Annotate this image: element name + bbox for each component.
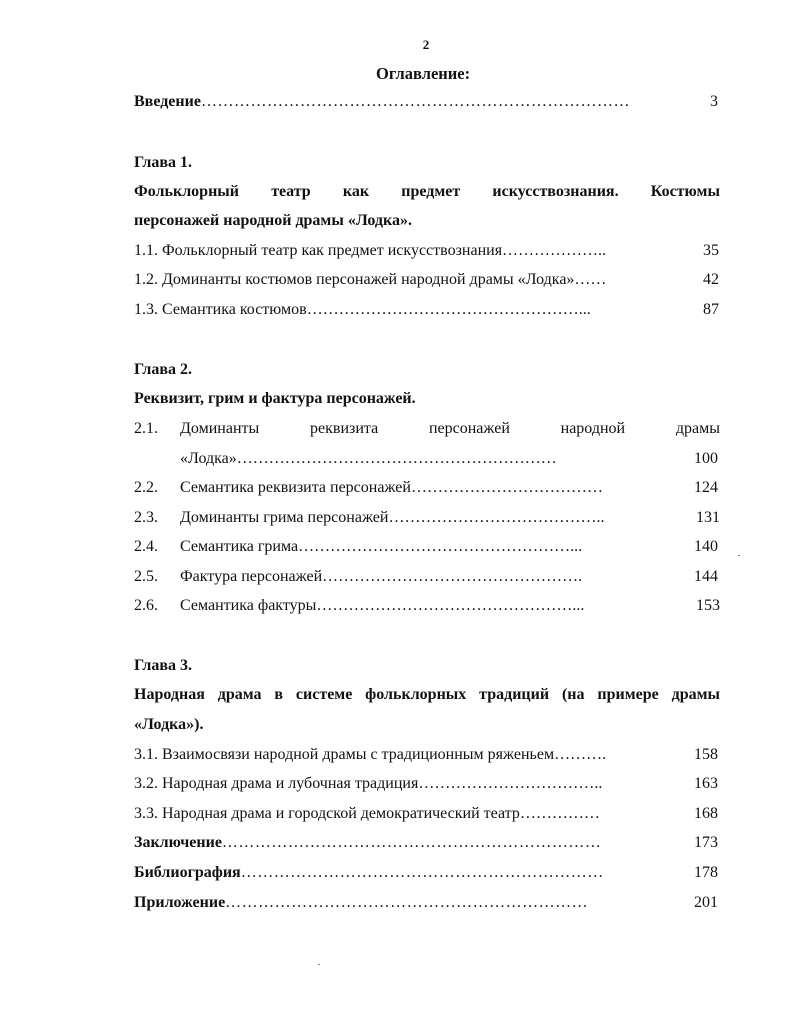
toc-entry-label: Приложение [134, 894, 226, 911]
toc-entry-conclusion [134, 832, 601, 854]
page-number: 2 [422, 37, 430, 52]
title-word: традиций [479, 686, 550, 703]
toc-page-number: 35 [703, 242, 719, 259]
toc-entry-label: Заключение [134, 834, 222, 851]
toc-entry-label: Библиография [134, 864, 241, 881]
scan-speck [738, 555, 740, 556]
toc-entry-number: 2.2. [134, 479, 158, 496]
toc-entry-appendix [134, 892, 588, 914]
toc-entry-3-3: 3.3. Народная драма и городской демократический театр…………… [134, 805, 600, 822]
toc-entry-2-4: Семантика грима……………………………………………... [180, 538, 583, 555]
toc-entry-bibliography [134, 862, 604, 884]
toc-entry-2-1-line2: «Лодка»…………………………………………………… [180, 450, 557, 467]
toc-entry-number: 2.5. [134, 568, 158, 585]
title-word: примере [597, 686, 659, 703]
toc-entry-number: 2.4. [134, 538, 158, 555]
toc-page-number: 131 [696, 509, 720, 526]
title-word: драмы [671, 686, 720, 703]
toc-page-number: 124 [694, 479, 718, 496]
dot-leader: ………………………………………………………… [225, 894, 589, 911]
toc-page-number: 173 [694, 834, 718, 851]
toc-entry-1-2: 1.2. Доминанты костюмов персонажей народной драмы «Лодка»…… [134, 271, 607, 288]
dot-leader: …………………………………………………………… [221, 834, 602, 851]
toc-entry-1-3: 1.3. Семантика костюмов……………………………………………... [134, 301, 591, 318]
toc-page-number: 87 [703, 301, 719, 318]
title-word: как [342, 183, 370, 200]
title-word: (на [561, 686, 585, 703]
toc-page-number: 140 [694, 538, 718, 555]
chapter-2-heading: Глава 2. [134, 361, 192, 378]
title-word: фольклорных [365, 686, 467, 703]
title-word: в [274, 686, 284, 703]
dot-leader: …………………………………………………………………… [200, 93, 630, 110]
entry-word: драмы [675, 420, 720, 437]
toc-page-number: 42 [703, 271, 719, 288]
title-word: предмет [401, 183, 461, 200]
chapter-3-title-line1 [134, 684, 720, 706]
toc-page-number: 144 [694, 568, 718, 585]
toc-entry-number: 2.3. [134, 509, 158, 526]
chapter-3-heading: Глава 3. [134, 657, 192, 674]
chapter-1-heading: Глава 1. [134, 154, 192, 171]
toc-page-number: 168 [694, 805, 718, 822]
title-word: театр [271, 183, 311, 200]
title-word: искусствознания. [492, 183, 619, 200]
toc-entry-number: 2.6. [134, 597, 158, 614]
toc-page-number: 153 [696, 597, 720, 614]
toc-entry-2-3: Доминанты грима персонажей………………………………….. [180, 509, 605, 526]
toc-entry-2-6: Семантика фактуры…………………………………………... [180, 597, 585, 614]
toc-page-number: 178 [694, 864, 718, 881]
toc-entry-3-1: 3.1. Взаимосвязи народной драмы с традиционным ряженьем………. [134, 746, 607, 763]
entry-word: реквизита [310, 420, 379, 437]
title-word: Фольклорный [134, 183, 239, 200]
toc-entry-label: Введение [134, 93, 201, 110]
chapter-1-title-line1 [134, 181, 720, 203]
toc-page-number: 3 [710, 93, 718, 110]
title-word: системе [295, 686, 353, 703]
toc-page-number: 201 [694, 894, 718, 911]
toc-entry-3-2: 3.2. Народная драма и лубочная традиция…………………………….. [134, 775, 603, 792]
toc-entry-2-5: Фактура персонажей…………………………………………. [180, 568, 583, 585]
toc-entry-2-2: Семантика реквизита персонажей……………………………… [180, 479, 603, 496]
toc-page-number: 158 [694, 746, 718, 763]
toc-entry-intro [134, 91, 630, 113]
toc-entry-1-1: 1.1. Фольклорный театр как предмет искусствознания……………….. [134, 242, 607, 259]
chapter-2-title: Реквизит, грим и фактура персонажей. [134, 390, 416, 407]
dot-leader: ………………………………………………………… [240, 864, 604, 881]
title-word: Костюмы [650, 183, 720, 200]
scan-speck [318, 964, 320, 965]
entry-word: персонажей [428, 420, 510, 437]
title-word: Народная [134, 686, 205, 703]
chapter-3-title-line2: «Лодка»). [134, 716, 204, 733]
title-word: драма [217, 686, 262, 703]
toc-entry-2-1-line1 [180, 418, 720, 440]
entry-word: Доминанты [180, 420, 260, 437]
toc-page-number: 100 [694, 450, 718, 467]
toc-title: Оглавление: [376, 64, 471, 83]
toc-page-number: 163 [694, 775, 718, 792]
entry-word: народной [560, 420, 626, 437]
chapter-1-title-line2: персонажей народной драмы «Лодка». [134, 212, 412, 229]
toc-entry-number: 2.1. [134, 420, 158, 437]
